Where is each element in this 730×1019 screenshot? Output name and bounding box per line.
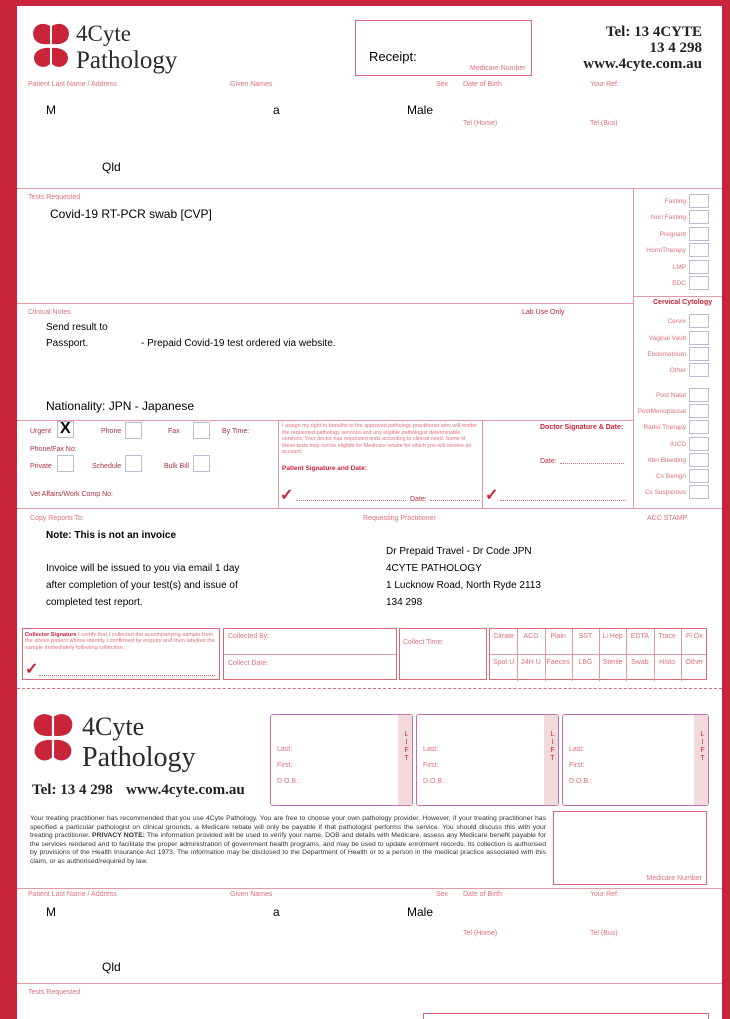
clinical-note-line2a: Passport. xyxy=(46,338,89,349)
fax-label: Fax xyxy=(168,428,180,435)
cx-suspicious-label: Cx Suspicious xyxy=(644,489,686,496)
given-names-label: Given Names xyxy=(230,81,273,88)
edc-label: EDC xyxy=(672,280,686,287)
tube-option-edta[interactable]: EDTA xyxy=(630,633,649,640)
edc-field[interactable] xyxy=(689,276,709,290)
sticker-first-label: First: xyxy=(569,762,585,769)
fasting-checkbox[interactable] xyxy=(689,194,709,208)
lower-given-name-value: a xyxy=(273,905,280,919)
divider xyxy=(599,629,600,681)
tube-option-sst[interactable]: SST xyxy=(578,633,593,640)
private-label: Private xyxy=(30,463,52,470)
acc-stamp-label: ACC STAMP xyxy=(647,515,688,522)
privacy-label: PRIVACY NOTE: xyxy=(92,832,145,840)
other-checkbox[interactable] xyxy=(689,363,709,377)
lower-logo xyxy=(30,712,200,774)
divider xyxy=(490,654,706,655)
tube-option-24h-u[interactable]: 24H U xyxy=(520,659,541,666)
vet-affairs-label: Vet Affairs/Work Comp No: xyxy=(30,491,113,498)
lower-dob-label: Date of Birth xyxy=(463,891,502,898)
patient-last-name-value: M xyxy=(46,103,56,117)
divider xyxy=(17,420,633,421)
by-time-label: By Time: xyxy=(222,428,250,435)
post-menopausal-label: PostMenopausal xyxy=(637,408,686,415)
tube-option-histo[interactable]: Histo xyxy=(659,659,676,666)
medicare-box xyxy=(553,811,707,885)
divider xyxy=(17,888,722,889)
phone-checkbox[interactable] xyxy=(125,422,142,439)
divider xyxy=(633,296,722,297)
patient-sign-tick-icon: ✓ xyxy=(280,487,294,504)
tube-option-fl-ox[interactable]: Fl Ox xyxy=(686,633,703,640)
receipt-label: Receipt: xyxy=(369,49,417,64)
patient-signature-label: Patient Signature and Date: xyxy=(282,465,367,472)
doctor-signature-field[interactable] xyxy=(500,500,626,501)
lower-last-name-value: M xyxy=(46,905,56,919)
lmp-field[interactable] xyxy=(689,260,709,274)
label-sticker-3[interactable] xyxy=(562,714,709,806)
non-fasting-checkbox[interactable] xyxy=(689,210,709,224)
medicare-number-label-lower: Medicare Number xyxy=(646,875,702,882)
header-tel-label: Tel: 13 4CYTE xyxy=(605,24,702,40)
top-red-border xyxy=(17,0,722,6)
collector-tick-icon: ✓ xyxy=(25,661,39,678)
practitioner-line4: 134 298 xyxy=(386,597,423,608)
tel-bus-label: Tel (Bus) xyxy=(590,120,618,127)
privacy-body: The information provided will be used to verify your name, DOB and details with Medicare, assess any Medicare benefit payable for the services rendered and to facilitate the proper administration of government health programs, and may be used to update enrolment records. Its collection is authorised by provisions of the Health Insurance Act 1973. The information may be disclosed to the Department of Health or to a person in the medical practice associated with this claim, or as authorised/required by law. xyxy=(30,832,547,865)
tube-option-li-hep[interactable]: Li Hep xyxy=(602,633,623,640)
divider xyxy=(17,508,722,509)
abn-bleeding-label: Abn Bleeding xyxy=(647,457,686,464)
lmp-label: LMP xyxy=(672,264,686,271)
requesting-practitioner-label: Requesting Practitioner xyxy=(363,515,436,522)
bulk-bill-checkbox[interactable] xyxy=(193,455,210,472)
endometrium-label: Endometrium xyxy=(647,351,686,358)
lower-your-ref-label: Your Ref: xyxy=(590,891,619,898)
urgent-mark: X xyxy=(60,420,71,437)
privacy-note-text xyxy=(30,815,546,867)
fax-checkbox[interactable] xyxy=(193,422,210,439)
pregnant-label: Pregnant xyxy=(659,231,686,238)
iucd-checkbox[interactable] xyxy=(689,437,709,451)
doctor-signature-label: Doctor Signature & Date: xyxy=(540,424,624,431)
right-red-border xyxy=(722,0,730,1019)
lower-tel-home-label: Tel (Home) xyxy=(463,930,498,937)
medicare-number-label: Medicare Number xyxy=(470,65,526,72)
divider xyxy=(626,629,627,681)
header-tel-number: 13 4 298 xyxy=(649,40,702,56)
tube-option-trace[interactable]: Trace xyxy=(658,633,676,640)
divider xyxy=(654,629,655,681)
sex-label: Sex xyxy=(436,81,449,88)
practitioner-line1: Dr Prepaid Travel - Dr Code JPN xyxy=(386,546,532,557)
lab-use-only-label: Lab Use Only xyxy=(522,309,565,316)
doctor-date-label: Date: xyxy=(540,458,557,465)
post-natal-label: Post Natal xyxy=(656,392,686,399)
post-natal-checkbox[interactable] xyxy=(689,388,709,402)
post-menopausal-checkbox[interactable] xyxy=(689,404,709,418)
lift-label: LIFT xyxy=(549,731,556,763)
your-ref-label: Your Ref: xyxy=(590,81,619,88)
divider xyxy=(17,188,722,189)
collect-date-label: Collect Date: xyxy=(228,660,269,667)
sticker-last-label: Last: xyxy=(569,746,585,753)
header-website: www.4cyte.com.au xyxy=(583,56,702,72)
lower-box-edge xyxy=(423,1013,709,1019)
divider xyxy=(517,629,518,681)
pregnant-checkbox[interactable] xyxy=(689,227,709,241)
patient-signature-field[interactable] xyxy=(296,500,406,501)
sticker-first-label: First: xyxy=(277,762,293,769)
vaginal-vault-label: Vaginal Vault xyxy=(648,335,686,342)
lower-sex-label: Sex xyxy=(436,891,449,898)
sticker-dob-label: D.O.B.: xyxy=(277,778,300,785)
invoice-line2: after completion of your test(s) and issue of xyxy=(46,580,238,591)
tube-option-plain[interactable]: Plain xyxy=(550,633,566,640)
lower-patient-last-name-label: Patient Last Name / Address xyxy=(28,891,117,898)
sticker-dob-label: D.O.B.: xyxy=(569,778,592,785)
collector-signature-text xyxy=(25,632,217,651)
logo xyxy=(30,22,190,78)
schedule-checkbox[interactable] xyxy=(125,455,142,472)
collector-certify-text: I certify that I collected the accompanying sample from the above patient whose identity I confirmed by enquiry and then labelled the sample immediately following collection. xyxy=(25,632,216,651)
sticker-last-label: Last: xyxy=(423,746,439,753)
tear-line xyxy=(17,688,722,689)
patient-sex-value: Male xyxy=(407,103,434,117)
divider xyxy=(17,983,722,984)
tube-option-other[interactable]: Other xyxy=(685,659,704,666)
tube-option-faeces[interactable]: Faeces xyxy=(546,659,570,666)
collector-signature-box xyxy=(22,628,220,680)
patient-state-value: Qld xyxy=(102,160,121,174)
logo-mark-icon xyxy=(30,22,72,72)
sticker-dob-label: D.O.B.: xyxy=(423,778,446,785)
schedule-label: Schedule xyxy=(92,463,122,470)
tel-home-label: Tel (Home) xyxy=(463,120,498,127)
lower-given-names-label: Given Names xyxy=(230,891,273,898)
tube-option-sterile[interactable]: Sterile xyxy=(602,659,623,666)
lower-logo-mark-icon xyxy=(30,712,76,766)
lower-logo-text-line2: Pathology xyxy=(82,742,196,773)
horm-therapy-label: HormTherapy xyxy=(646,247,686,254)
divider xyxy=(17,303,633,304)
other-label: Other xyxy=(669,367,686,374)
lower-tel: Tel: 13 4 298 xyxy=(32,782,113,798)
fasting-label: Fasting xyxy=(664,198,686,205)
phone-label: Phone xyxy=(101,428,122,435)
divider xyxy=(482,420,483,508)
collected-by-box xyxy=(223,628,397,680)
collector-signature-field[interactable] xyxy=(39,675,215,676)
sticker-first-label: First: xyxy=(423,762,439,769)
nationality-value: Nationality: JPN - Japanese xyxy=(46,399,195,413)
radio-therapy-label: Radio Therapy xyxy=(643,424,686,431)
receipt-box xyxy=(355,20,532,76)
patient-last-name-label: Patient Last Name / Address xyxy=(28,81,117,88)
tube-option-citrate[interactable]: Citrate xyxy=(493,633,514,640)
cx-benign-checkbox[interactable] xyxy=(689,469,709,483)
tube-grid xyxy=(489,628,707,680)
copy-reports-label: Copy Reports To: xyxy=(30,515,84,522)
invoice-line1: Invoice will be issued to you via email 1 day xyxy=(46,563,240,574)
cervical-cytology-label: Cervical Cytology xyxy=(653,299,713,306)
divider xyxy=(572,629,573,681)
clinical-notes-label: Clinical Notes xyxy=(28,309,71,316)
not-invoice-note: Note: This is not an invoice xyxy=(46,530,177,541)
lower-tests-requested-label: Tests Requested xyxy=(28,989,81,996)
side-column-divider xyxy=(633,188,634,508)
patient-given-name-value: a xyxy=(273,103,280,117)
lower-sex-value: Male xyxy=(407,905,434,919)
non-fasting-label: Non Fasting xyxy=(650,214,686,221)
patient-date-label: Date: xyxy=(410,496,427,503)
tests-requested-value: Covid-19 RT-PCR swab [CVP] xyxy=(50,207,212,221)
collect-time-label: Collect Time: xyxy=(403,639,444,646)
collected-by-label: Collected By: xyxy=(228,633,270,640)
label-sticker-1[interactable] xyxy=(270,714,413,806)
endometrium-checkbox[interactable] xyxy=(689,347,709,361)
private-checkbox[interactable] xyxy=(57,455,74,472)
tests-requested-label: Tests Requested xyxy=(28,194,81,201)
collector-signature-label: Collector Signature xyxy=(25,632,77,638)
radio-therapy-checkbox[interactable] xyxy=(689,420,709,434)
urgent-label: Urgent xyxy=(30,428,52,435)
horm-therapy-checkbox[interactable] xyxy=(689,243,709,257)
patient-date-field[interactable] xyxy=(430,500,480,501)
dob-label: Date of Birth xyxy=(463,81,502,88)
lower-website: www.4cyte.com.au xyxy=(126,782,245,798)
collect-time-box xyxy=(399,628,487,680)
tube-option-spot-u[interactable]: Spot U xyxy=(492,659,515,666)
cx-benign-label: Cx Benign xyxy=(656,473,686,480)
clinical-note-line1: Send result to xyxy=(46,322,108,333)
iucd-label: IUCD xyxy=(670,441,686,448)
divider xyxy=(545,629,546,681)
urgent-checkbox[interactable] xyxy=(57,421,74,438)
lift-label: LIFT xyxy=(403,731,410,763)
vaginal-vault-checkbox[interactable] xyxy=(689,331,709,345)
divider xyxy=(681,629,682,681)
phone-fax-no-label: Phone/Fax No: xyxy=(30,446,77,453)
cervix-label: Cervix xyxy=(667,318,686,325)
lift-label: LIFT xyxy=(699,731,706,763)
divider xyxy=(224,654,396,655)
left-red-border xyxy=(0,0,17,1019)
doctor-sign-tick-icon: ✓ xyxy=(485,487,499,504)
doctor-date-field[interactable] xyxy=(560,463,624,464)
invoice-line3: completed test report. xyxy=(46,597,143,608)
privacy-intro: Your treating practitioner has recommended that you use 4Cyte Pathology. You are free to choose your own pathology provider. However, if your treating practitioner has specified a particular pathologist on clinical grounds, a Medicare rebate will only be payable if that pathologist performs the service. You should discuss this with your treating practitioner. xyxy=(30,815,546,840)
cervix-checkbox[interactable] xyxy=(689,314,709,328)
lower-logo-text-line1: 4Cyte xyxy=(82,712,145,741)
tube-option-lbg[interactable]: LBG xyxy=(578,659,593,666)
tube-option-swab[interactable]: Swab xyxy=(631,659,649,666)
logo-text-line2: Pathology xyxy=(76,47,178,74)
bulk-bill-label: Bulk Bill xyxy=(164,463,189,470)
lower-tel-bus-label: Tel (Bus) xyxy=(590,930,618,937)
practitioner-line3: 1 Lucknow Road, North Ryde 2113 xyxy=(386,580,541,591)
clinical-note-line2b: - Prepaid Covid-19 test ordered via website. xyxy=(141,338,336,349)
assign-benefits-text: I assign my right to benefits to the approved pathology practitioner who will render the requested pathology services and any eligible pathologist determinable services. Your doctor has requested tests according to clinical need. Some of these tests may not be eligible for Medicare rebate for which you will receive an account. xyxy=(282,423,478,456)
lower-state-value: Qld xyxy=(102,960,121,974)
cx-suspicious-checkbox[interactable] xyxy=(689,485,709,499)
tube-option-acd[interactable]: ACD xyxy=(523,633,539,640)
logo-text-line1: 4Cyte xyxy=(76,21,131,46)
sticker-last-label: Last: xyxy=(277,746,293,753)
label-sticker-2[interactable] xyxy=(416,714,559,806)
abn-bleeding-checkbox[interactable] xyxy=(689,453,709,467)
practitioner-line2: 4CYTE PATHOLOGY xyxy=(386,563,482,574)
divider xyxy=(278,420,279,508)
